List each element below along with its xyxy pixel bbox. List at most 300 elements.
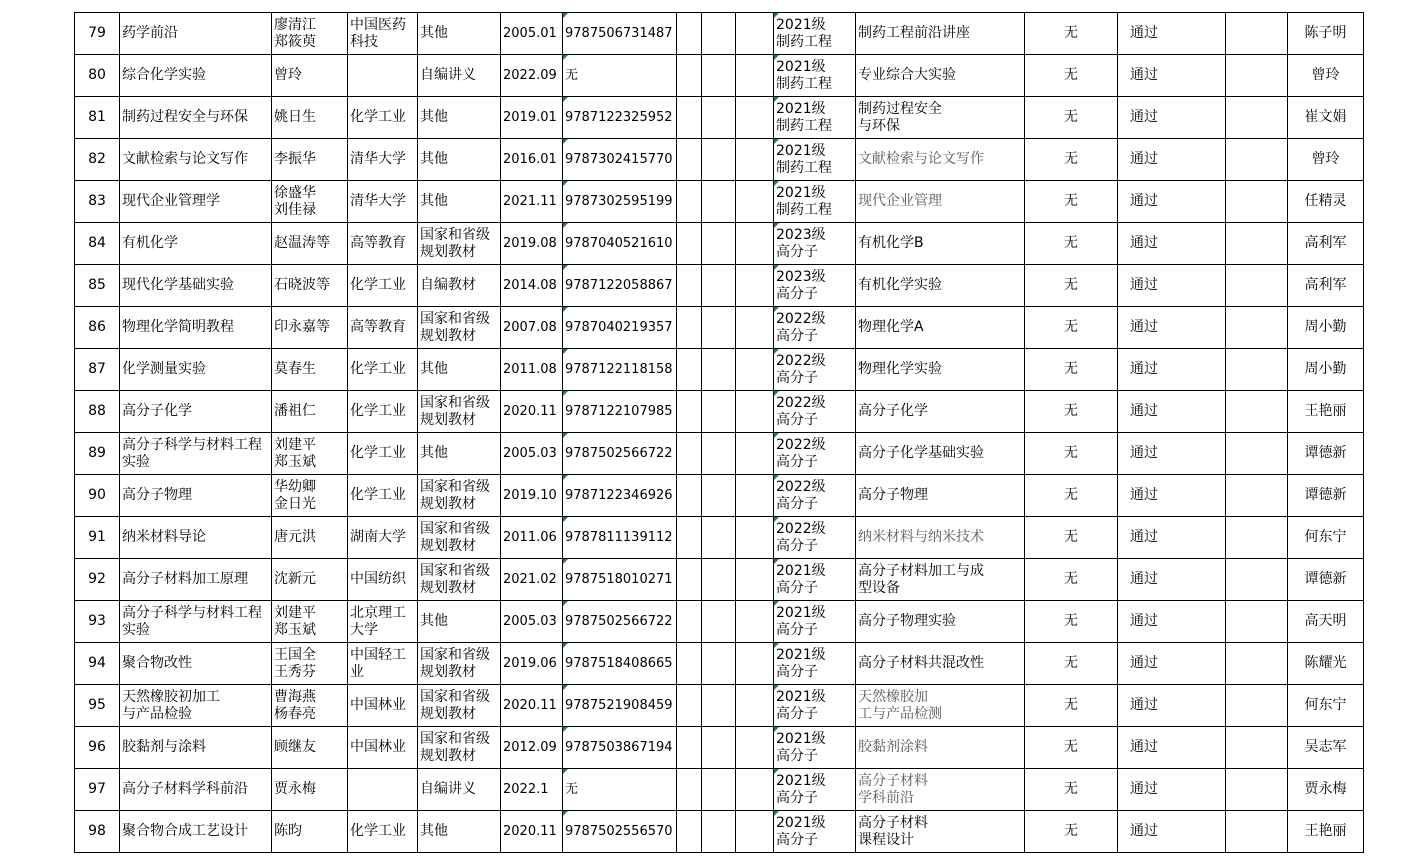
cell-blank bbox=[702, 769, 736, 811]
cell-number: 95 bbox=[75, 685, 120, 727]
cell-review-result: 通过 bbox=[1118, 475, 1226, 517]
cell-blank bbox=[1226, 55, 1288, 97]
cell-author: 王国全 王秀芬 bbox=[272, 643, 348, 685]
cell-teacher: 陈子明 bbox=[1288, 13, 1364, 55]
cell-none-mark: 无 bbox=[1025, 769, 1118, 811]
cell-publish-date: 2022.09 bbox=[501, 55, 563, 97]
table-row bbox=[75, 559, 1364, 601]
cell-review-result: 通过 bbox=[1118, 517, 1226, 559]
cell-none-mark: 无 bbox=[1025, 727, 1118, 769]
cell-teacher: 谭德新 bbox=[1288, 559, 1364, 601]
cell-blank bbox=[736, 601, 774, 643]
cell-publish-date: 2007.08 bbox=[501, 307, 563, 349]
cell-blank bbox=[677, 643, 702, 685]
cell-review-result: 通过 bbox=[1118, 727, 1226, 769]
table-row bbox=[75, 13, 1364, 55]
cell-publisher: 化学工业 bbox=[348, 265, 418, 307]
cell-author: 印永嘉等 bbox=[272, 307, 348, 349]
cell-none-mark: 无 bbox=[1025, 349, 1118, 391]
cell-blank bbox=[702, 391, 736, 433]
cell-blank bbox=[1226, 181, 1288, 223]
cell-review-result: 通过 bbox=[1118, 559, 1226, 601]
cell-taught-course: 现代企业管理 bbox=[856, 181, 1025, 223]
cell-blank bbox=[702, 433, 736, 475]
cell-blank bbox=[1226, 685, 1288, 727]
cell-taught-course: 胶黏剂涂料 bbox=[856, 727, 1025, 769]
cell-grade-major: 2022级 高分子 bbox=[774, 475, 856, 517]
cell-textbook-type: 其他 bbox=[418, 139, 501, 181]
cell-review-result: 通过 bbox=[1118, 769, 1226, 811]
cell-blank bbox=[736, 685, 774, 727]
cell-number: 90 bbox=[75, 475, 120, 517]
cell-author: 赵温涛等 bbox=[272, 223, 348, 265]
cell-grade-major: 2021级 制药工程 bbox=[774, 55, 856, 97]
cell-none-mark: 无 bbox=[1025, 433, 1118, 475]
cell-blank bbox=[677, 139, 702, 181]
cell-grade-major: 2021级 高分子 bbox=[774, 643, 856, 685]
cell-grade-major: 2022级 高分子 bbox=[774, 433, 856, 475]
cell-blank bbox=[1226, 223, 1288, 265]
cell-taught-course: 物理化学A bbox=[856, 307, 1025, 349]
cell-blank bbox=[677, 769, 702, 811]
cell-blank bbox=[736, 223, 774, 265]
table-row bbox=[75, 769, 1364, 811]
cell-review-result: 通过 bbox=[1118, 601, 1226, 643]
cell-author: 唐元洪 bbox=[272, 517, 348, 559]
cell-publisher: 化学工业 bbox=[348, 97, 418, 139]
cell-isbn: 无 bbox=[563, 55, 677, 97]
cell-blank bbox=[677, 13, 702, 55]
cell-blank bbox=[1226, 559, 1288, 601]
cell-teacher: 王艳丽 bbox=[1288, 391, 1364, 433]
cell-publish-date: 2019.06 bbox=[501, 643, 563, 685]
cell-grade-major: 2022级 高分子 bbox=[774, 391, 856, 433]
cell-isbn: 无 bbox=[563, 769, 677, 811]
cell-review-result: 通过 bbox=[1118, 433, 1226, 475]
cell-taught-course: 物理化学实验 bbox=[856, 349, 1025, 391]
cell-none-mark: 无 bbox=[1025, 475, 1118, 517]
cell-blank bbox=[1226, 433, 1288, 475]
cell-course-name: 有机化学 bbox=[120, 223, 272, 265]
cell-taught-course: 天然橡胶加 工与产品检测 bbox=[856, 685, 1025, 727]
cell-teacher: 周小勤 bbox=[1288, 349, 1364, 391]
cell-author: 徐盛华 刘佳禄 bbox=[272, 181, 348, 223]
cell-blank bbox=[702, 181, 736, 223]
cell-grade-major: 2021级 高分子 bbox=[774, 811, 856, 853]
cell-none-mark: 无 bbox=[1025, 811, 1118, 853]
cell-blank bbox=[702, 349, 736, 391]
cell-publish-date: 2005.03 bbox=[501, 433, 563, 475]
cell-isbn: 9787122325952 bbox=[563, 97, 677, 139]
cell-publish-date: 2016.01 bbox=[501, 139, 563, 181]
cell-isbn: 9787518408665 bbox=[563, 643, 677, 685]
cell-number: 81 bbox=[75, 97, 120, 139]
cell-blank bbox=[736, 139, 774, 181]
cell-publisher: 清华大学 bbox=[348, 181, 418, 223]
cell-number: 93 bbox=[75, 601, 120, 643]
cell-blank bbox=[677, 517, 702, 559]
cell-none-mark: 无 bbox=[1025, 601, 1118, 643]
cell-isbn: 9787502566722 bbox=[563, 601, 677, 643]
cell-grade-major: 2021级 高分子 bbox=[774, 769, 856, 811]
cell-publish-date: 2020.11 bbox=[501, 391, 563, 433]
cell-blank bbox=[677, 391, 702, 433]
cell-author: 沈新元 bbox=[272, 559, 348, 601]
cell-teacher: 高利军 bbox=[1288, 265, 1364, 307]
cell-publish-date: 2005.03 bbox=[501, 601, 563, 643]
cell-blank bbox=[1226, 139, 1288, 181]
cell-textbook-type: 国家和省级 规划教材 bbox=[418, 727, 501, 769]
cell-blank bbox=[736, 433, 774, 475]
cell-publish-date: 2021.11 bbox=[501, 181, 563, 223]
cell-taught-course: 文献检索与论文写作 bbox=[856, 139, 1025, 181]
cell-taught-course: 制药工程前沿讲座 bbox=[856, 13, 1025, 55]
cell-course-name: 药学前沿 bbox=[120, 13, 272, 55]
cell-blank bbox=[1226, 13, 1288, 55]
cell-isbn: 9787811139112 bbox=[563, 517, 677, 559]
cell-course-name: 高分子物理 bbox=[120, 475, 272, 517]
cell-isbn: 9787506731487 bbox=[563, 13, 677, 55]
cell-publish-date: 2012.09 bbox=[501, 727, 563, 769]
cell-grade-major: 2021级 制药工程 bbox=[774, 97, 856, 139]
cell-number: 91 bbox=[75, 517, 120, 559]
table-row bbox=[75, 265, 1364, 307]
cell-teacher: 崔文娟 bbox=[1288, 97, 1364, 139]
cell-none-mark: 无 bbox=[1025, 559, 1118, 601]
cell-textbook-type: 国家和省级 规划教材 bbox=[418, 223, 501, 265]
cell-grade-major: 2021级 高分子 bbox=[774, 727, 856, 769]
cell-number: 97 bbox=[75, 769, 120, 811]
cell-publisher bbox=[348, 55, 418, 97]
cell-author: 曾玲 bbox=[272, 55, 348, 97]
cell-blank bbox=[1226, 475, 1288, 517]
cell-textbook-type: 其他 bbox=[418, 811, 501, 853]
cell-textbook-type: 国家和省级 规划教材 bbox=[418, 643, 501, 685]
cell-isbn: 9787503867194 bbox=[563, 727, 677, 769]
cell-blank bbox=[736, 811, 774, 853]
cell-teacher: 何东宁 bbox=[1288, 517, 1364, 559]
cell-course-name: 高分子材料加工原理 bbox=[120, 559, 272, 601]
cell-publish-date: 2014.08 bbox=[501, 265, 563, 307]
cell-author: 刘建平 郑玉斌 bbox=[272, 433, 348, 475]
cell-none-mark: 无 bbox=[1025, 517, 1118, 559]
table-row bbox=[75, 55, 1364, 97]
cell-number: 82 bbox=[75, 139, 120, 181]
cell-author: 莫春生 bbox=[272, 349, 348, 391]
table-row bbox=[75, 601, 1364, 643]
cell-teacher: 王艳丽 bbox=[1288, 811, 1364, 853]
cell-taught-course: 高分子物理 bbox=[856, 475, 1025, 517]
table-row bbox=[75, 97, 1364, 139]
cell-review-result: 通过 bbox=[1118, 13, 1226, 55]
cell-course-name: 综合化学实验 bbox=[120, 55, 272, 97]
table-row bbox=[75, 727, 1364, 769]
cell-blank bbox=[736, 181, 774, 223]
cell-review-result: 通过 bbox=[1118, 97, 1226, 139]
cell-grade-major: 2021级 制药工程 bbox=[774, 139, 856, 181]
cell-textbook-type: 其他 bbox=[418, 97, 501, 139]
cell-course-name: 现代化学基础实验 bbox=[120, 265, 272, 307]
cell-blank bbox=[736, 55, 774, 97]
cell-number: 87 bbox=[75, 349, 120, 391]
cell-blank bbox=[1226, 391, 1288, 433]
cell-course-name: 高分子科学与材料工程 实验 bbox=[120, 601, 272, 643]
cell-course-name: 制药过程安全与环保 bbox=[120, 97, 272, 139]
cell-course-name: 物理化学简明教程 bbox=[120, 307, 272, 349]
cell-author: 李振华 bbox=[272, 139, 348, 181]
cell-isbn: 9787122058867 bbox=[563, 265, 677, 307]
cell-review-result: 通过 bbox=[1118, 181, 1226, 223]
cell-course-name: 现代企业管理学 bbox=[120, 181, 272, 223]
cell-course-name: 高分子化学 bbox=[120, 391, 272, 433]
cell-review-result: 通过 bbox=[1118, 685, 1226, 727]
cell-teacher: 高天明 bbox=[1288, 601, 1364, 643]
cell-course-name: 化学测量实验 bbox=[120, 349, 272, 391]
cell-teacher: 陈耀光 bbox=[1288, 643, 1364, 685]
cell-teacher: 贾永梅 bbox=[1288, 769, 1364, 811]
cell-publisher: 化学工业 bbox=[348, 811, 418, 853]
cell-grade-major: 2022级 高分子 bbox=[774, 307, 856, 349]
cell-author: 潘祖仁 bbox=[272, 391, 348, 433]
cell-taught-course: 高分子材料 课程设计 bbox=[856, 811, 1025, 853]
cell-blank bbox=[702, 811, 736, 853]
cell-publish-date: 2022.1 bbox=[501, 769, 563, 811]
cell-blank bbox=[702, 97, 736, 139]
cell-review-result: 通过 bbox=[1118, 643, 1226, 685]
cell-publisher: 中国医药 科技 bbox=[348, 13, 418, 55]
cell-blank bbox=[702, 475, 736, 517]
cell-review-result: 通过 bbox=[1118, 307, 1226, 349]
cell-number: 85 bbox=[75, 265, 120, 307]
cell-number: 96 bbox=[75, 727, 120, 769]
cell-number: 98 bbox=[75, 811, 120, 853]
cell-taught-course: 制药过程安全 与环保 bbox=[856, 97, 1025, 139]
cell-author: 刘建平 郑玉斌 bbox=[272, 601, 348, 643]
cell-publisher: 中国林业 bbox=[348, 727, 418, 769]
cell-review-result: 通过 bbox=[1118, 349, 1226, 391]
cell-blank bbox=[677, 685, 702, 727]
cell-publisher: 中国林业 bbox=[348, 685, 418, 727]
cell-textbook-type: 国家和省级 规划教材 bbox=[418, 391, 501, 433]
cell-course-name: 天然橡胶初加工 与产品检验 bbox=[120, 685, 272, 727]
cell-none-mark: 无 bbox=[1025, 265, 1118, 307]
cell-grade-major: 2022级 高分子 bbox=[774, 349, 856, 391]
table-row bbox=[75, 433, 1364, 475]
textbook-table bbox=[74, 12, 1364, 853]
cell-course-name: 聚合物合成工艺设计 bbox=[120, 811, 272, 853]
cell-blank bbox=[736, 391, 774, 433]
cell-blank bbox=[702, 601, 736, 643]
cell-taught-course: 高分子物理实验 bbox=[856, 601, 1025, 643]
cell-blank bbox=[677, 559, 702, 601]
table-row bbox=[75, 643, 1364, 685]
table-row bbox=[75, 475, 1364, 517]
cell-course-name: 聚合物改性 bbox=[120, 643, 272, 685]
cell-teacher: 曾玲 bbox=[1288, 139, 1364, 181]
cell-textbook-type: 自编讲义 bbox=[418, 55, 501, 97]
cell-author: 陈昀 bbox=[272, 811, 348, 853]
cell-isbn: 9787122346926 bbox=[563, 475, 677, 517]
cell-none-mark: 无 bbox=[1025, 685, 1118, 727]
cell-number: 88 bbox=[75, 391, 120, 433]
cell-blank bbox=[677, 223, 702, 265]
cell-blank bbox=[677, 55, 702, 97]
cell-taught-course: 高分子材料加工与成 型设备 bbox=[856, 559, 1025, 601]
cell-isbn: 9787518010271 bbox=[563, 559, 677, 601]
cell-none-mark: 无 bbox=[1025, 307, 1118, 349]
cell-publisher: 化学工业 bbox=[348, 475, 418, 517]
cell-review-result: 通过 bbox=[1118, 265, 1226, 307]
cell-publisher: 化学工业 bbox=[348, 349, 418, 391]
cell-blank bbox=[736, 13, 774, 55]
cell-author: 廖清江 郑筱萸 bbox=[272, 13, 348, 55]
cell-publish-date: 2019.08 bbox=[501, 223, 563, 265]
table-row bbox=[75, 139, 1364, 181]
cell-teacher: 高利军 bbox=[1288, 223, 1364, 265]
cell-taught-course: 专业综合大实验 bbox=[856, 55, 1025, 97]
cell-course-name: 纳米材料导论 bbox=[120, 517, 272, 559]
cell-teacher: 曾玲 bbox=[1288, 55, 1364, 97]
cell-blank bbox=[1226, 349, 1288, 391]
cell-isbn: 9787040219357 bbox=[563, 307, 677, 349]
cell-publisher: 中国纺织 bbox=[348, 559, 418, 601]
cell-grade-major: 2021级 制药工程 bbox=[774, 181, 856, 223]
cell-number: 79 bbox=[75, 13, 120, 55]
cell-none-mark: 无 bbox=[1025, 13, 1118, 55]
cell-publisher: 高等教育 bbox=[348, 307, 418, 349]
cell-blank bbox=[736, 265, 774, 307]
cell-publish-date: 2020.11 bbox=[501, 811, 563, 853]
cell-author: 石晓波等 bbox=[272, 265, 348, 307]
cell-none-mark: 无 bbox=[1025, 643, 1118, 685]
cell-blank bbox=[702, 223, 736, 265]
cell-textbook-type: 其他 bbox=[418, 601, 501, 643]
cell-publisher: 化学工业 bbox=[348, 391, 418, 433]
cell-publish-date: 2011.06 bbox=[501, 517, 563, 559]
cell-blank bbox=[677, 433, 702, 475]
cell-publisher: 高等教育 bbox=[348, 223, 418, 265]
cell-textbook-type: 国家和省级 规划教材 bbox=[418, 517, 501, 559]
cell-blank bbox=[1226, 727, 1288, 769]
cell-blank bbox=[702, 685, 736, 727]
cell-grade-major: 2021级 高分子 bbox=[774, 559, 856, 601]
cell-teacher: 谭德新 bbox=[1288, 433, 1364, 475]
cell-teacher: 何东宁 bbox=[1288, 685, 1364, 727]
cell-blank bbox=[702, 307, 736, 349]
cell-isbn: 9787502556570 bbox=[563, 811, 677, 853]
cell-none-mark: 无 bbox=[1025, 391, 1118, 433]
cell-publisher: 湖南大学 bbox=[348, 517, 418, 559]
cell-blank bbox=[736, 769, 774, 811]
cell-course-name: 胶黏剂与涂料 bbox=[120, 727, 272, 769]
cell-textbook-type: 其他 bbox=[418, 433, 501, 475]
cell-publish-date: 2020.11 bbox=[501, 685, 563, 727]
cell-blank bbox=[736, 307, 774, 349]
table-row bbox=[75, 811, 1364, 853]
cell-blank bbox=[677, 727, 702, 769]
cell-blank bbox=[677, 601, 702, 643]
cell-author: 姚日生 bbox=[272, 97, 348, 139]
cell-blank bbox=[1226, 307, 1288, 349]
table-row bbox=[75, 685, 1364, 727]
cell-isbn: 9787521908459 bbox=[563, 685, 677, 727]
cell-blank bbox=[1226, 769, 1288, 811]
cell-blank bbox=[702, 55, 736, 97]
cell-publisher: 清华大学 bbox=[348, 139, 418, 181]
cell-blank bbox=[736, 97, 774, 139]
cell-review-result: 通过 bbox=[1118, 139, 1226, 181]
cell-textbook-type: 国家和省级 规划教材 bbox=[418, 685, 501, 727]
cell-review-result: 通过 bbox=[1118, 55, 1226, 97]
cell-textbook-type: 国家和省级 规划教材 bbox=[418, 475, 501, 517]
cell-isbn: 9787040521610 bbox=[563, 223, 677, 265]
cell-author: 顾继友 bbox=[272, 727, 348, 769]
cell-blank bbox=[677, 475, 702, 517]
cell-publish-date: 2019.10 bbox=[501, 475, 563, 517]
cell-publish-date: 2019.01 bbox=[501, 97, 563, 139]
cell-textbook-type: 国家和省级 规划教材 bbox=[418, 307, 501, 349]
cell-textbook-type: 自编讲义 bbox=[418, 769, 501, 811]
cell-blank bbox=[736, 475, 774, 517]
cell-teacher: 任精灵 bbox=[1288, 181, 1364, 223]
cell-publisher: 中国轻工 业 bbox=[348, 643, 418, 685]
cell-blank bbox=[702, 517, 736, 559]
cell-blank bbox=[702, 139, 736, 181]
cell-taught-course: 高分子化学基础实验 bbox=[856, 433, 1025, 475]
cell-textbook-type: 其他 bbox=[418, 13, 501, 55]
cell-blank bbox=[1226, 811, 1288, 853]
cell-course-name: 高分子材料学科前沿 bbox=[120, 769, 272, 811]
cell-blank bbox=[677, 349, 702, 391]
cell-isbn: 9787122118158 bbox=[563, 349, 677, 391]
cell-teacher: 周小勤 bbox=[1288, 307, 1364, 349]
cell-textbook-type: 其他 bbox=[418, 181, 501, 223]
cell-author: 华幼卿 金日光 bbox=[272, 475, 348, 517]
cell-review-result: 通过 bbox=[1118, 391, 1226, 433]
cell-publisher bbox=[348, 769, 418, 811]
cell-textbook-type: 国家和省级 规划教材 bbox=[418, 559, 501, 601]
cell-publisher: 北京理工 大学 bbox=[348, 601, 418, 643]
cell-isbn: 9787122107985 bbox=[563, 391, 677, 433]
cell-number: 80 bbox=[75, 55, 120, 97]
cell-blank bbox=[702, 727, 736, 769]
cell-isbn: 9787302415770 bbox=[563, 139, 677, 181]
cell-blank bbox=[677, 811, 702, 853]
table-row bbox=[75, 517, 1364, 559]
cell-taught-course: 纳米材料与纳米技术 bbox=[856, 517, 1025, 559]
cell-grade-major: 2022级 高分子 bbox=[774, 517, 856, 559]
cell-number: 86 bbox=[75, 307, 120, 349]
cell-blank bbox=[677, 307, 702, 349]
cell-none-mark: 无 bbox=[1025, 97, 1118, 139]
cell-taught-course: 高分子材料共混改性 bbox=[856, 643, 1025, 685]
cell-textbook-type: 其他 bbox=[418, 349, 501, 391]
cell-textbook-type: 自编教材 bbox=[418, 265, 501, 307]
cell-number: 92 bbox=[75, 559, 120, 601]
cell-review-result: 通过 bbox=[1118, 223, 1226, 265]
table-row bbox=[75, 307, 1364, 349]
cell-course-name: 文献检索与论文写作 bbox=[120, 139, 272, 181]
cell-blank bbox=[736, 727, 774, 769]
cell-isbn: 9787502566722 bbox=[563, 433, 677, 475]
cell-grade-major: 2023级 高分子 bbox=[774, 265, 856, 307]
cell-author: 曹海燕 杨春亮 bbox=[272, 685, 348, 727]
cell-number: 94 bbox=[75, 643, 120, 685]
cell-none-mark: 无 bbox=[1025, 139, 1118, 181]
cell-none-mark: 无 bbox=[1025, 223, 1118, 265]
cell-grade-major: 2021级 制药工程 bbox=[774, 13, 856, 55]
cell-none-mark: 无 bbox=[1025, 55, 1118, 97]
